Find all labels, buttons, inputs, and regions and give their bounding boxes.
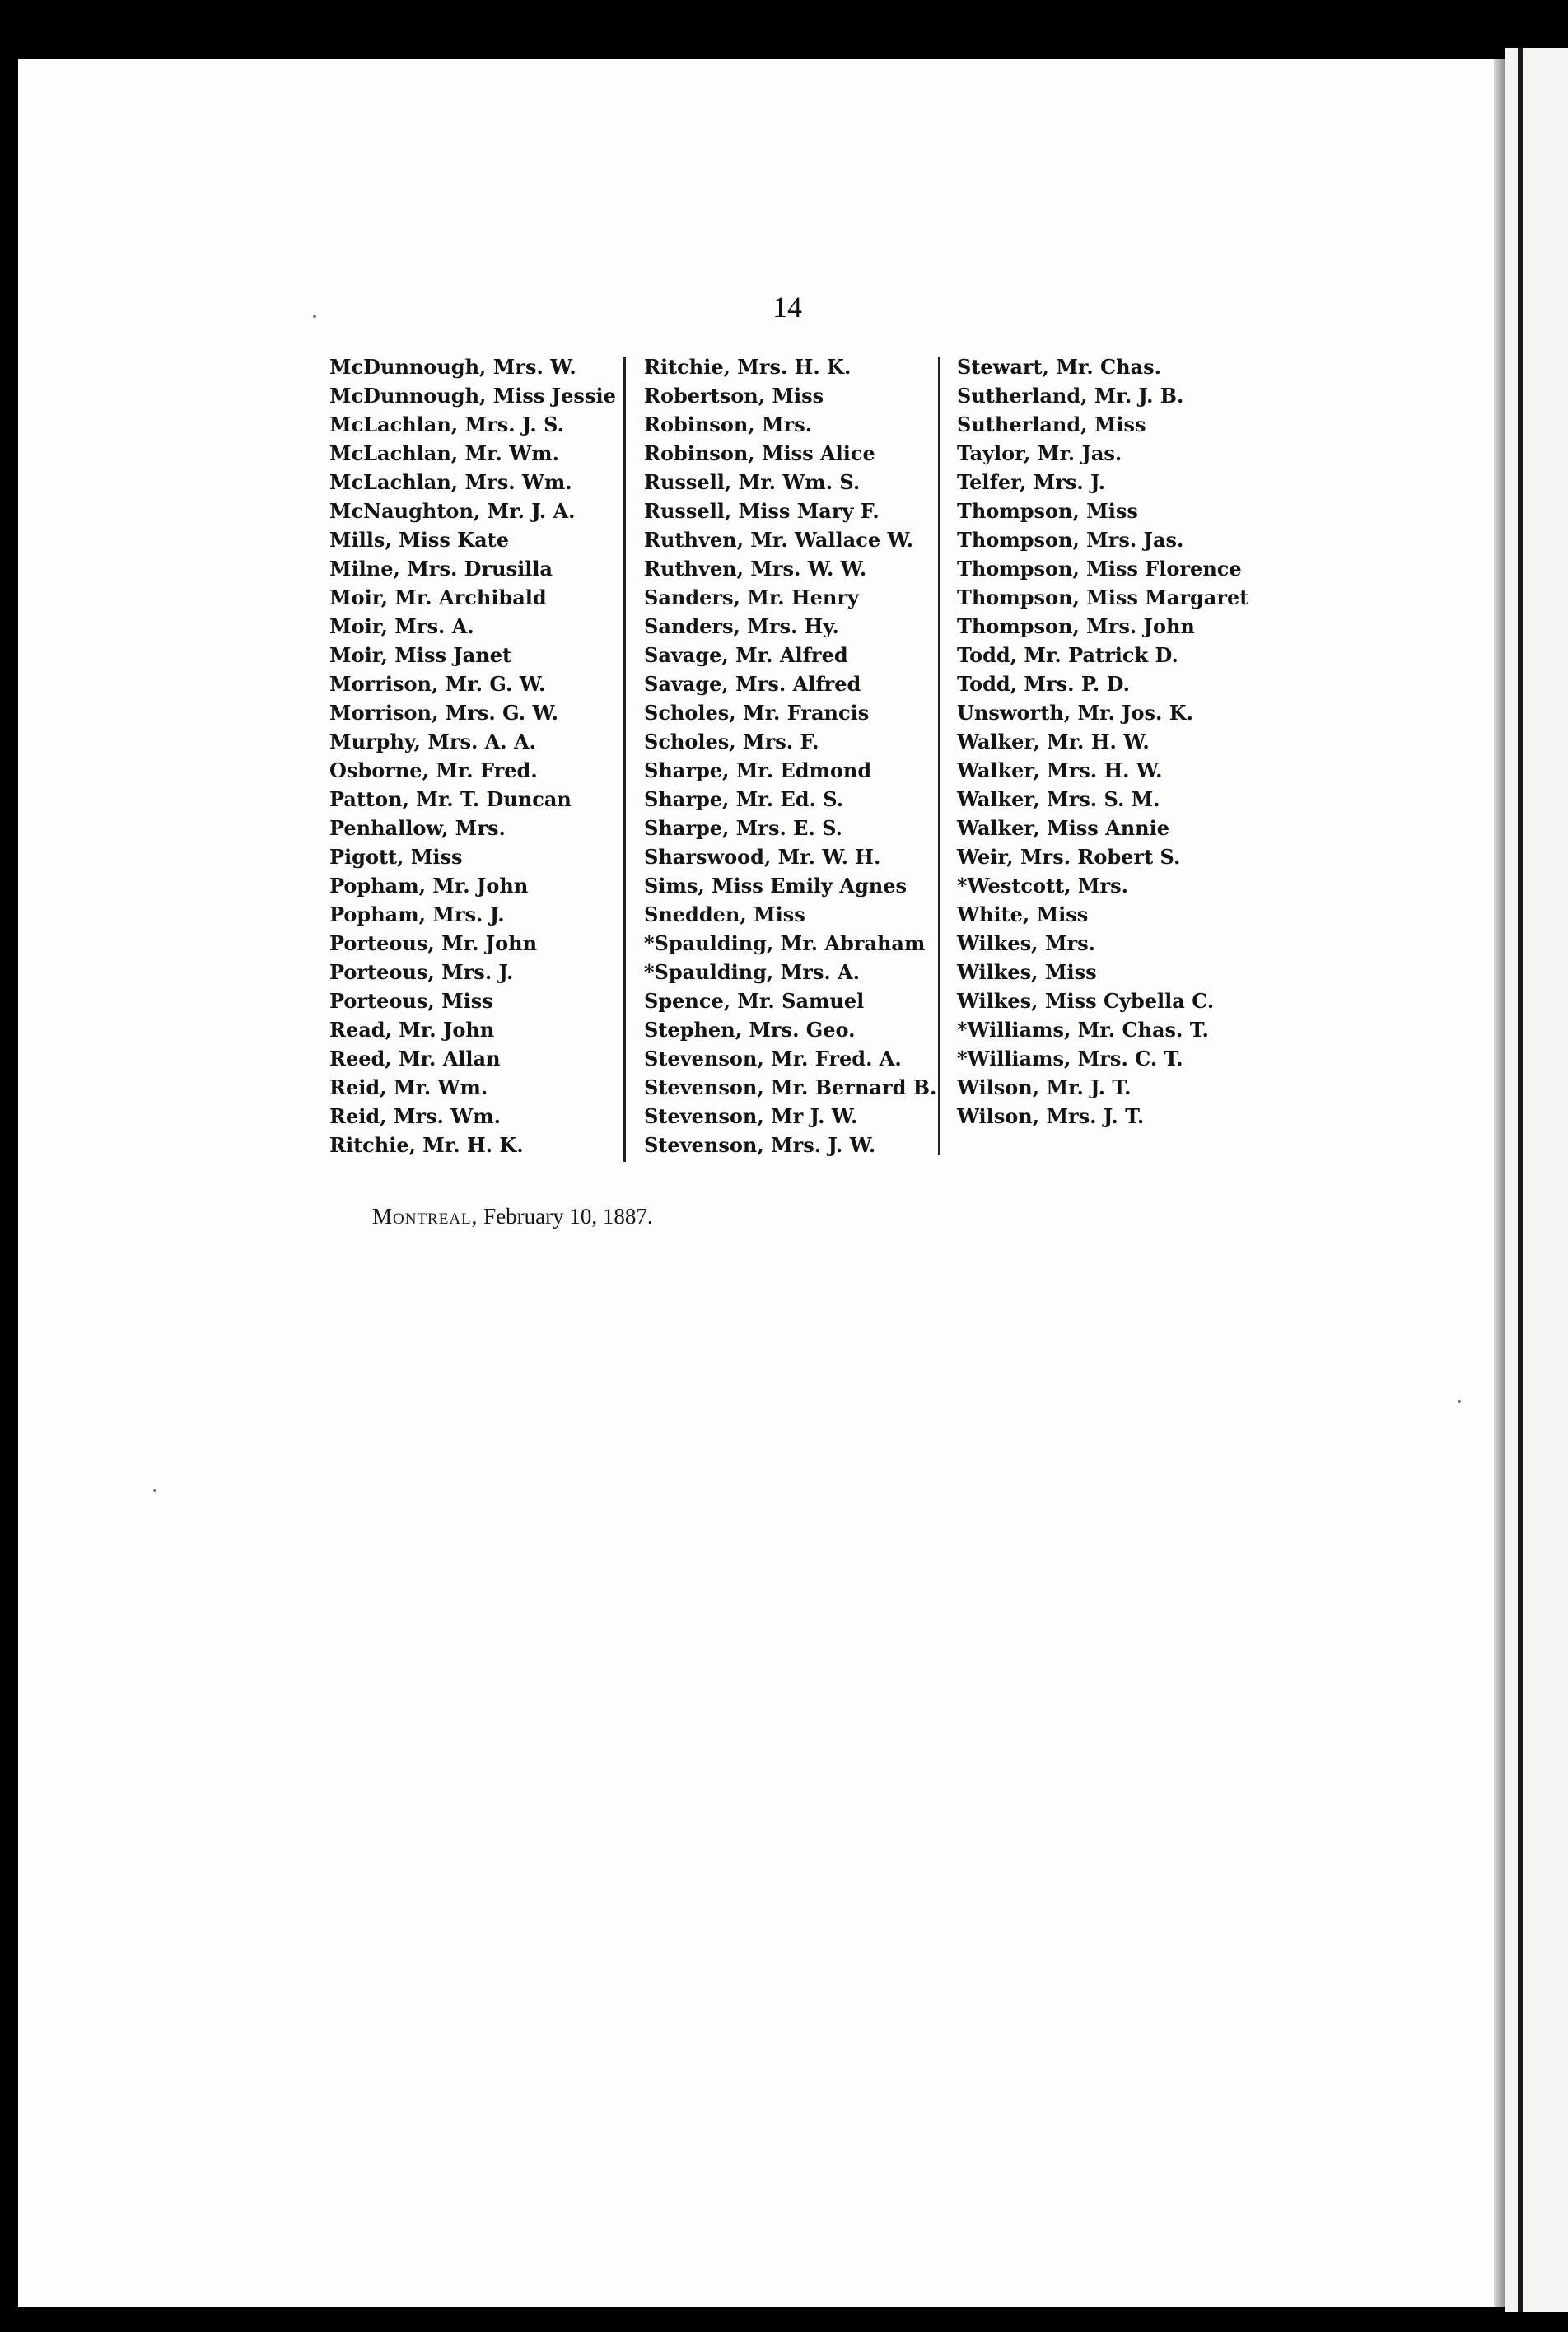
list-item: Porteous, Mrs. J.: [329, 960, 514, 984]
list-item: Todd, Mrs. P. D.: [957, 672, 1130, 696]
list-item: McDunnough, Mrs. W.: [329, 355, 576, 379]
list-item: Reid, Mr. Wm.: [329, 1075, 488, 1099]
list-item: Moir, Miss Janet: [329, 643, 512, 667]
list-item: Stevenson, Mrs. J. W.: [644, 1133, 876, 1157]
page-number: 14: [772, 291, 802, 324]
adjacent-page-border: [1518, 48, 1523, 2312]
list-item: Porteous, Mr. John: [329, 931, 538, 955]
list-item: *Westcott, Mrs.: [957, 874, 1128, 898]
list-item: *Spaulding, Mrs. A.: [644, 960, 861, 984]
list-item: Unsworth, Mr. Jos. K.: [957, 701, 1193, 725]
footer-date: February 10, 1887.: [483, 1204, 653, 1229]
list-item: Sharpe, Mrs. E. S.: [644, 816, 843, 840]
list-item: Walker, Mrs. H. W.: [957, 758, 1163, 782]
list-item: Ritchie, Mr. H. K.: [329, 1133, 524, 1157]
list-item: Snedden, Miss: [644, 902, 805, 926]
list-item: Thompson, Miss Margaret: [957, 585, 1249, 609]
paper-speck: [1458, 1400, 1461, 1403]
list-item: McLachlan, Mrs. Wm.: [329, 470, 572, 494]
list-item: Stewart, Mr. Chas.: [957, 355, 1162, 379]
list-item: Sims, Miss Emily Agnes: [644, 874, 907, 898]
name-column-3: [957, 352, 1248, 1131]
list-item: Ritchie, Mrs. H. K.: [644, 355, 852, 379]
list-item: Wilson, Mr. J. T.: [957, 1075, 1132, 1099]
list-item: Spence, Mr. Samuel: [644, 989, 865, 1013]
list-item: Sharpe, Mr. Edmond: [644, 758, 872, 782]
list-item: McNaughton, Mr. J. A.: [329, 499, 576, 523]
list-item: Read, Mr. John: [329, 1018, 495, 1042]
list-item: Mills, Miss Kate: [329, 528, 509, 552]
list-item: Russell, Miss Mary F.: [644, 499, 880, 523]
list-item: Reed, Mr. Allan: [329, 1047, 501, 1070]
list-item: Savage, Mrs. Alfred: [644, 672, 861, 696]
name-column-2: [644, 352, 936, 1159]
list-item: Thompson, Miss Florence: [957, 557, 1242, 581]
list-item: Taylor, Mr. Jas.: [957, 441, 1122, 465]
list-item: Walker, Mr. H. W.: [957, 730, 1150, 753]
list-item: McDunnough, Miss Jessie: [329, 384, 616, 408]
list-item: Stevenson, Mr. Bernard B.: [644, 1075, 937, 1099]
column-divider: [623, 357, 626, 1162]
footer-place: Montreal,: [372, 1204, 478, 1229]
list-item: McLachlan, Mr. Wm.: [329, 441, 559, 465]
list-item: Robinson, Miss Alice: [644, 441, 875, 465]
list-item: *Williams, Mrs. C. T.: [957, 1047, 1183, 1070]
list-item: Patton, Mr. T. Duncan: [329, 787, 572, 811]
list-item: Telfer, Mrs. J.: [957, 470, 1105, 494]
list-item: Morrison, Mrs. G. W.: [329, 701, 559, 725]
list-item: Sanders, Mr. Henry: [644, 585, 859, 609]
list-item: Ruthven, Mrs. W. W.: [644, 557, 867, 581]
list-item: *Williams, Mr. Chas. T.: [957, 1018, 1209, 1042]
list-item: Wilkes, Mrs.: [957, 931, 1095, 955]
list-item: Moir, Mr. Archibald: [329, 585, 547, 609]
list-item: McLachlan, Mrs. J. S.: [329, 413, 564, 436]
list-item: Porteous, Miss: [329, 989, 493, 1013]
list-item: Weir, Mrs. Robert S.: [957, 845, 1181, 869]
column-divider: [938, 357, 940, 1155]
list-item: Ruthven, Mr. Wallace W.: [644, 528, 914, 552]
adjacent-page-edge: [1505, 48, 1568, 2312]
list-item: Thompson, Miss: [957, 499, 1138, 523]
list-item: Thompson, Mrs. Jas.: [957, 528, 1184, 552]
list-item: Reid, Mrs. Wm.: [329, 1104, 501, 1128]
list-item: Wilkes, Miss Cybella C.: [957, 989, 1215, 1013]
list-item: Sharpe, Mr. Ed. S.: [644, 787, 844, 811]
list-item: Sutherland, Mr. J. B.: [957, 384, 1184, 408]
list-item: Milne, Mrs. Drusilla: [329, 557, 553, 581]
list-item: Robinson, Mrs.: [644, 413, 813, 436]
list-item: Moir, Mrs. A.: [329, 614, 474, 638]
list-item: Walker, Miss Annie: [957, 816, 1170, 840]
list-item: *Spaulding, Mr. Abraham: [644, 931, 926, 955]
list-item: Stevenson, Mr J. W.: [644, 1104, 858, 1128]
list-item: Sanders, Mrs. Hy.: [644, 614, 839, 638]
list-item: Stephen, Mrs. Geo.: [644, 1018, 856, 1042]
list-item: Walker, Mrs. S. M.: [957, 787, 1160, 811]
list-item: Todd, Mr. Patrick D.: [957, 643, 1178, 667]
list-item: Robertson, Miss: [644, 384, 824, 408]
list-item: Popham, Mr. John: [329, 874, 529, 898]
paper-speck: [313, 315, 316, 318]
paper-speck: [153, 1489, 156, 1492]
footer-dateline: [372, 1204, 653, 1229]
list-item: Scholes, Mrs. F.: [644, 730, 819, 753]
list-item: Russell, Mr. Wm. S.: [644, 470, 861, 494]
list-item: Thompson, Mrs. John: [957, 614, 1195, 638]
list-item: Scholes, Mr. Francis: [644, 701, 870, 725]
list-item: Penhallow, Mrs.: [329, 816, 506, 840]
list-item: Pigott, Miss: [329, 845, 463, 869]
list-item: White, Miss: [957, 902, 1089, 926]
list-item: Osborne, Mr. Fred.: [329, 758, 538, 782]
list-item: Wilson, Mrs. J. T.: [957, 1104, 1145, 1128]
list-item: Wilkes, Miss: [957, 960, 1097, 984]
list-item: Morrison, Mr. G. W.: [329, 672, 546, 696]
list-item: Sharswood, Mr. W. H.: [644, 845, 881, 869]
list-item: Sutherland, Miss: [957, 413, 1146, 436]
list-item: Savage, Mr. Alfred: [644, 643, 848, 667]
name-column-1: [329, 352, 616, 1159]
list-item: Popham, Mrs. J.: [329, 902, 505, 926]
list-item: Murphy, Mrs. A. A.: [329, 730, 536, 753]
page-fold-shadow: [1494, 59, 1505, 2307]
list-item: Stevenson, Mr. Fred. A.: [644, 1047, 902, 1070]
